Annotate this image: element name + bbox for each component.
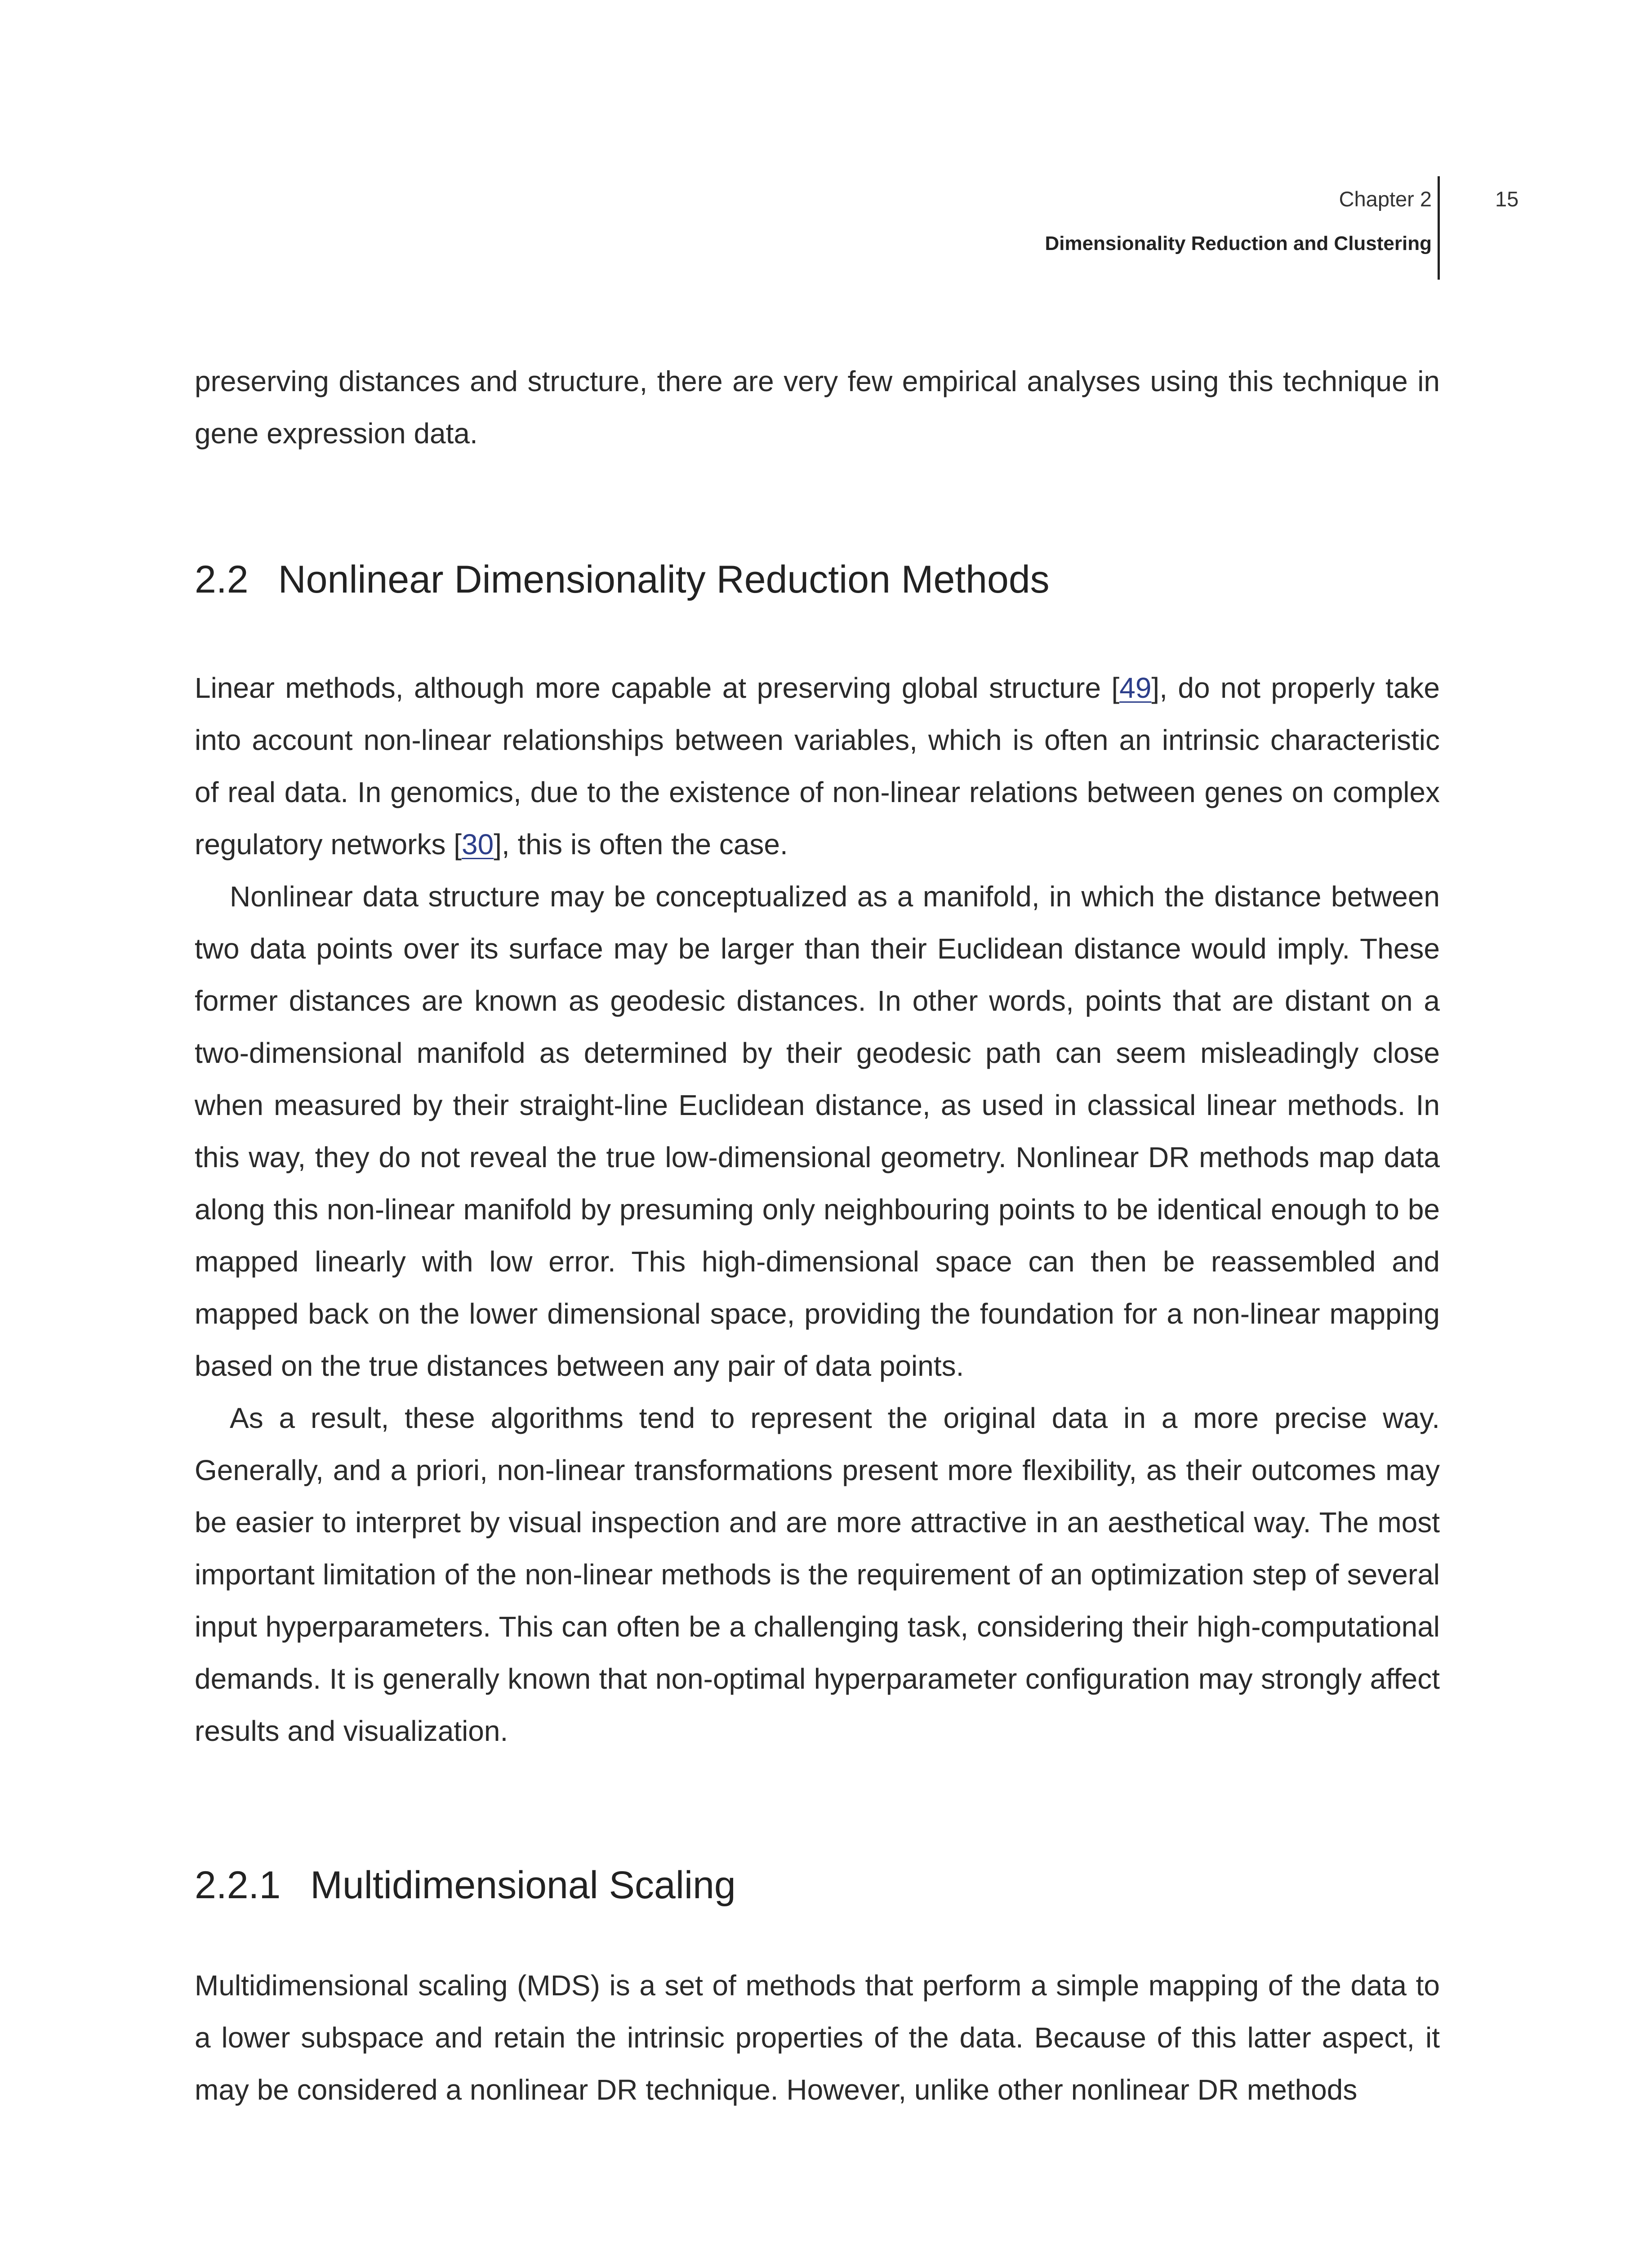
paragraph-text: ], do not properly take into account non-linear relationships between variables, which is often an intrinsic characteristic of real data. In genomics, due to the existence of non-linear relations between genes on complex regulatory networks [ bbox=[195, 672, 1440, 861]
section-heading bbox=[195, 555, 1440, 604]
chapter-title: Dimensionality Reduction and Clustering bbox=[1045, 232, 1432, 254]
section-paragraph-1 bbox=[195, 662, 1440, 870]
subsection-number: 2.2.1 bbox=[195, 1864, 281, 1907]
chapter-label: Chapter 2 bbox=[1339, 187, 1432, 211]
subsection-heading bbox=[195, 1860, 1440, 1910]
running-header bbox=[1045, 187, 1432, 256]
section-paragraph-3: As a result, these algorithms tend to represent the original data in a more precise way. Generally, and a priori, non-linear transformations present more flexibility, as their outcomes may be easier to interpret by visual inspection and are more attractive in an aesthetical way. The most important limitation of the non-linear methods is the requirement of an optimization step of several input hyperparameters. This can often be a challenging task, considering their high-computational demands. It is generally known that non-optimal hyperparameter configuration may strongly affect results and visualization. bbox=[195, 1402, 1440, 1747]
subsection-paragraph-1: Multidimensional scaling (MDS) is a set of methods that perform a simple mapping of the data to a lower subspace and retain the intrinsic properties of the data. Because of this latter aspect, it may be considered a nonlinear DR technique. However, unlike other nonlinear DR methods bbox=[195, 1969, 1440, 2106]
page-body bbox=[195, 355, 1440, 2116]
page-number: 15 bbox=[1495, 187, 1519, 211]
paragraph-text: Linear methods, although more capable at preserving global structure [ bbox=[195, 672, 1120, 704]
section-paragraph-2: Nonlinear data structure may be conceptualized as a manifold, in which the distance between two data points over its surface may be larger than their Euclidean distance would imply. These former distances are known as geodesic distances. In other words, points that are distant on a two-dimensional manifold as determined by their geodesic path can seem misleadingly close when measured by their straight-line Euclidean distance, as used in classical linear methods. In this way, they do not reveal the true low-dimensional geometry. Nonlinear DR methods map data along this non-linear manifold by presuming only neighbouring points to be identical enough to be mapped linearly with low error. This high-dimensional space can then be reassembled and mapped back on the lower dimensional space, providing the foundation for a non-linear mapping based on the true distances between any pair of data points. bbox=[195, 880, 1440, 1382]
section-number: 2.2 bbox=[195, 558, 249, 601]
subsection-title: Multidimensional Scaling bbox=[310, 1864, 736, 1907]
header-divider bbox=[1438, 176, 1440, 280]
citation-link-30[interactable]: 30 bbox=[462, 828, 494, 861]
section-title: Nonlinear Dimensionality Reduction Methods bbox=[278, 558, 1050, 601]
citation-link-49[interactable]: 49 bbox=[1119, 672, 1152, 704]
paragraph-text: ], this is often the case. bbox=[494, 828, 788, 861]
intro-paragraph: preserving distances and structure, there are very few empirical analyses using this technique in gene expression data. bbox=[195, 365, 1440, 450]
